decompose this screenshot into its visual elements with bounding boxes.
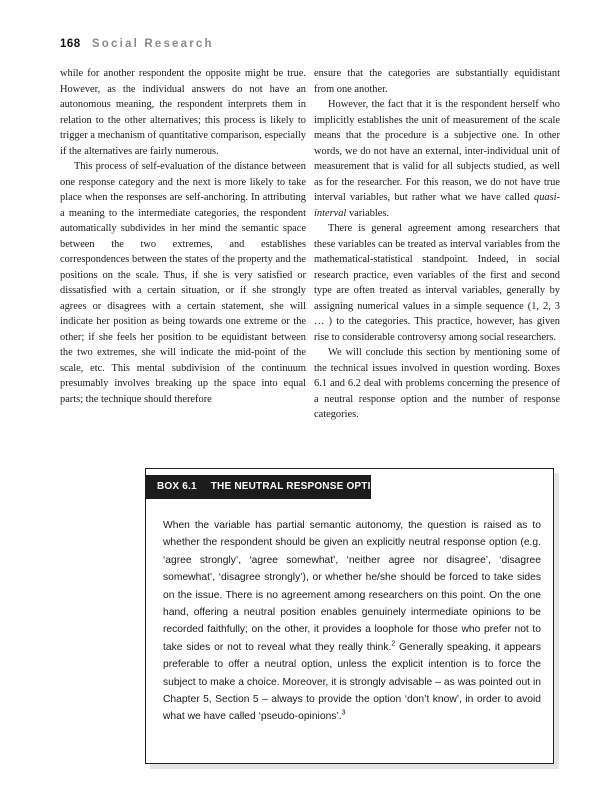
right-paragraph-2-end: variables. [348, 207, 390, 219]
footnote-ref-3: 3 [341, 710, 346, 718]
page-number: 168 [60, 38, 81, 50]
right-paragraph-2 [314, 97, 560, 221]
right-paragraph-1: ensure that the categories are substantially equidistant from one another. [314, 68, 560, 95]
quasi-interval-term: quasi-interval [314, 192, 560, 219]
left-paragraph-1: while for another respondent the opposite might be true. However, as the individual answers do not have an autonomous meaning, the respondent interprets them in relation to the other alternatives; this process is likely to trigger a mechanism of quantitative comparison, especially if the alternatives are fairly numerous. [60, 68, 306, 157]
box-title: THE NEUTRAL RESPONSE OPTION [210, 481, 386, 492]
box-text-part-1: When the variable has partial semantic autonomy, the question is raised as to whether the respondent should be given an explicitly neutral response option (e.g. ‘agree strongly’, ‘agree somewhat’, ‘neither agree nor disagree’, ‘disagree somewhat’, ‘disagree strongly’), or whether he/she should be forced to take sides on the issue. There is no agreement among researchers on this point. On the one hand, offering a neutral position enables genuinely intermediate opinions to be recorded faithfully; on the other, it provides a loophole for those who prefer not to take sides or not to reveal what they really think. [163, 520, 541, 653]
box-paragraph [163, 517, 541, 726]
left-column [60, 66, 306, 407]
box-title-bar [145, 475, 386, 499]
right-paragraph-2-text: However, the fact that it is the respondent herself who implicitly establishes the unit of measurement of the scale means that the procedure is a subjective one. In other words, we do not have an external, inter-individual unit of measurement that is valid for all subjects studied, as well as for the researcher. For this reason, we do not have true interval variables, but rather what we have called [314, 99, 560, 203]
right-paragraph-3: There is general agreement among researchers that these variables can be treated as interval variables from the mathematical-statistical standpoint. Indeed, in social research practice, even variables of the first and second type are often treated as interval variables, generally by assigning numerical values in a simple sequence (1, 2, 3 … ) to the categories. This practice, however, has given rise to considerable controversy among social researchers. [314, 223, 560, 343]
right-paragraph-4: We will conclude this section by mentioning some of the technical issues involved in question wording. Boxes 6.1 and 6.2 deal with problems concerning the presence of a neutral response option and the number of response categories. [314, 347, 560, 420]
footnote-ref-2: 2 [391, 640, 396, 648]
box-text-part-2: Generally speaking, it appears preferable to offer a neutral option, unless the explicit intention is to force the subject to make a choice. Moreover, it is strongly advisable – as was pointed out in Chapter 5, Section 5 – always to provide the option ‘don’t know’, in order to avoid what we have called ‘pseudo-opinions’. [163, 641, 541, 723]
left-paragraph-2: This process of self-evaluation of the distance between one response category and the next is more likely to take place when the responses are self-anchoring. In attributing a meaning to the intermediate categories, the respondent automatically subdivides in her mind the semantic space between the two extremes, and establishes correspondences between the states of the property and the positions on the scale. Thus, if she is very satisfied or dissatisfied with a certain situation, or if she strongly agrees or disagrees with a certain statement, she will indicate her position as being towards one extreme or the other; if she feels her position to be equidistant between the two extremes, she will indicate the mid-point of the scale, etc. This mental subdivision of the continuum presumably involves breaking up the space into equal parts; the technique should therefore [60, 161, 306, 405]
box-body [163, 517, 541, 726]
running-header [60, 38, 214, 50]
running-title: Social Research [91, 38, 214, 50]
box-label: BOX 6.1 [157, 481, 197, 492]
right-column [314, 66, 560, 423]
